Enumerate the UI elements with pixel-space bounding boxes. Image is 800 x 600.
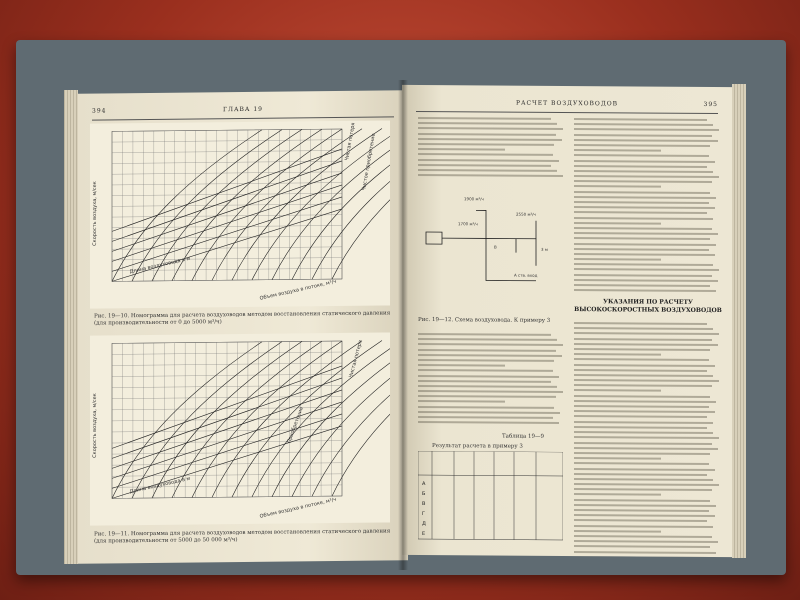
text-line (574, 415, 707, 418)
text-line (574, 499, 710, 502)
text-line (418, 406, 554, 409)
text-line (574, 165, 707, 168)
text-line (418, 359, 554, 362)
text-line (418, 343, 563, 346)
bottom-x-axis-label-1: Длина воздуховода в м (129, 475, 191, 496)
text-line (418, 169, 557, 172)
top-right-label-2: Чистое приобретение (361, 133, 377, 192)
text-line (418, 158, 559, 161)
table-row-label: Д (422, 520, 426, 528)
text-line (574, 243, 716, 246)
text-line (574, 436, 719, 439)
text-line (574, 353, 661, 356)
right-page-edges (732, 84, 746, 558)
text-line (574, 343, 718, 346)
text-line (574, 227, 712, 230)
left-running-title: ГЛАВА 19 (222, 105, 264, 114)
right-page (402, 85, 732, 557)
top-x-axis-label-2: Объем воздуха в потоке, м³/ч (259, 278, 337, 302)
text-line (418, 174, 563, 177)
text-line (574, 128, 719, 131)
text-line (574, 545, 710, 548)
text-line (574, 389, 661, 392)
text-line (574, 332, 719, 335)
table-row-label: Б (422, 490, 426, 498)
figure-caption: Рис. 19—12. Схема воздуховода. К примеру 3 (418, 316, 551, 324)
text-line (574, 322, 707, 325)
text-line (418, 122, 557, 125)
text-line (574, 232, 718, 235)
text-line (574, 514, 715, 517)
right-page-number: 395 (703, 100, 718, 109)
svg-text:2550 м³/ч: 2550 м³/ч (516, 211, 536, 217)
text-line (574, 134, 712, 137)
text-line (418, 400, 505, 403)
text-column-3 (418, 333, 563, 427)
text-line (574, 457, 661, 460)
text-line (574, 279, 718, 282)
table-row-label: А (422, 480, 426, 488)
text-line (574, 452, 710, 455)
text-line (574, 118, 707, 121)
results-table (418, 451, 563, 542)
text-line (418, 127, 563, 130)
text-line (574, 338, 712, 341)
bottom-right-label-2: Приобретение (286, 406, 305, 445)
text-line (418, 133, 556, 136)
text-line (574, 473, 707, 476)
text-column-5 (574, 426, 719, 557)
text-line (574, 504, 716, 507)
text-line (574, 139, 718, 142)
text-line (418, 380, 551, 383)
text-line (418, 153, 553, 156)
text-line (418, 164, 551, 167)
table-row-label: В (422, 500, 426, 508)
book-gutter (398, 80, 408, 570)
text-line (418, 138, 562, 141)
text-column-2 (574, 118, 719, 295)
top-y-axis-label: Скорость воздуха, м/сек (92, 181, 98, 246)
text-line (418, 117, 551, 120)
text-line (574, 327, 713, 330)
left-page-header (92, 104, 394, 120)
text-line (418, 369, 553, 372)
text-line (574, 180, 712, 183)
text-column-4 (574, 322, 719, 427)
text-line (418, 364, 505, 367)
text-line (574, 253, 715, 256)
text-line (574, 442, 712, 445)
text-line (574, 509, 709, 512)
bottom-right-label-1: Чистая потеря (348, 339, 364, 379)
svg-text:A ств. вход: A ств. вход (514, 272, 538, 278)
text-line (574, 483, 719, 486)
text-line (574, 170, 713, 173)
text-line (574, 144, 710, 147)
text-line (574, 358, 709, 361)
caption-bottom: Рис. 19—11. Номограмма для расчета воздуховодов методом восстановления статического давления (для производительности от 5000 до 50 000 м³/ч) (94, 528, 391, 545)
left-page-number: 394 (92, 107, 107, 115)
duct-schematic (416, 180, 566, 311)
text-line (574, 222, 661, 225)
text-line (574, 237, 710, 240)
text-line (574, 540, 718, 543)
text-line (574, 384, 712, 387)
text-line (574, 468, 715, 471)
text-line (574, 493, 661, 496)
text-line (574, 196, 716, 199)
top-x-axis-label-1: Длина воздуховода в м (129, 255, 191, 276)
text-line (418, 354, 562, 357)
nomogram-top (90, 120, 390, 308)
section-title: УКАЗАНИЯ ПО РАСЧЕТУ ВЫСОКОСКОРОСТНЫХ ВОЗДУХОВОДОВ (574, 298, 722, 315)
text-line (574, 217, 713, 220)
text-line (574, 149, 661, 152)
text-line (574, 447, 718, 450)
text-line (574, 374, 713, 377)
text-line (574, 268, 719, 271)
text-line (418, 148, 505, 151)
left-page (78, 90, 408, 563)
text-line (574, 535, 712, 538)
text-line (574, 530, 661, 533)
text-line (574, 400, 716, 403)
text-line (574, 551, 716, 554)
text-line (574, 211, 707, 214)
text-line (574, 421, 713, 424)
text-line (574, 462, 709, 465)
table-row-label: Г (422, 510, 426, 518)
text-line (418, 416, 553, 419)
text-line (574, 369, 707, 372)
text-line (418, 390, 563, 393)
right-running-title: РАСЧЕТ ВОЗДУХОВОДОВ (515, 99, 619, 108)
text-line (574, 519, 707, 522)
text-line (574, 410, 715, 413)
bottom-y-axis-label: Скорость воздуха, м/сек (92, 393, 98, 458)
text-line (574, 185, 661, 188)
text-line (574, 525, 713, 528)
text-line (574, 405, 709, 408)
text-line (418, 333, 551, 336)
text-line (418, 421, 559, 424)
text-line (574, 348, 710, 351)
text-line (574, 431, 713, 434)
text-line (574, 478, 713, 481)
text-line (574, 154, 709, 157)
svg-text:B: B (494, 244, 497, 250)
text-line (574, 395, 710, 398)
svg-text:1700 м³/ч: 1700 м³/ч (458, 221, 478, 227)
text-line (574, 160, 715, 163)
svg-text:1900 м³/ч: 1900 м³/ч (464, 196, 484, 202)
text-line (418, 349, 556, 352)
text-line (574, 379, 719, 382)
text-line (574, 248, 709, 251)
text-line (418, 338, 557, 341)
text-line (574, 426, 707, 429)
text-line (418, 395, 556, 398)
text-line (574, 488, 712, 491)
text-line (574, 274, 712, 277)
table-subtitle: Результат расчета в примеру 3 (432, 443, 523, 450)
nomogram-bottom (90, 332, 390, 525)
table-row-label: Е (422, 530, 426, 538)
table-title: Таблица 19—9 (502, 433, 544, 440)
text-line (574, 284, 710, 287)
text-line (574, 364, 715, 367)
top-right-label-1: Чистая потеря (344, 122, 357, 162)
text-line (574, 191, 710, 194)
text-line (418, 385, 557, 388)
caption-top: Рис. 19—10. Номограмма для расчета воздуховодов методом восстановления статического давления (для производительности от 0 до 5000 м³/ч) (94, 310, 391, 327)
text-line (574, 258, 661, 261)
text-line (418, 143, 554, 146)
text-line (574, 123, 713, 126)
right-page-header (416, 99, 718, 114)
nomogram-curve (332, 127, 390, 279)
text-line (574, 201, 709, 204)
text-column-1 (418, 117, 563, 180)
text-line (574, 289, 716, 292)
bottom-x-axis-label-2: Объем воздуха в потоке, м³/ч (259, 496, 337, 520)
svg-text:3 м: 3 м (541, 246, 548, 252)
text-line (574, 263, 713, 266)
text-line (418, 411, 560, 414)
text-line (574, 175, 719, 178)
text-line (574, 206, 715, 209)
text-line (418, 374, 559, 377)
left-page-edges (64, 90, 78, 564)
